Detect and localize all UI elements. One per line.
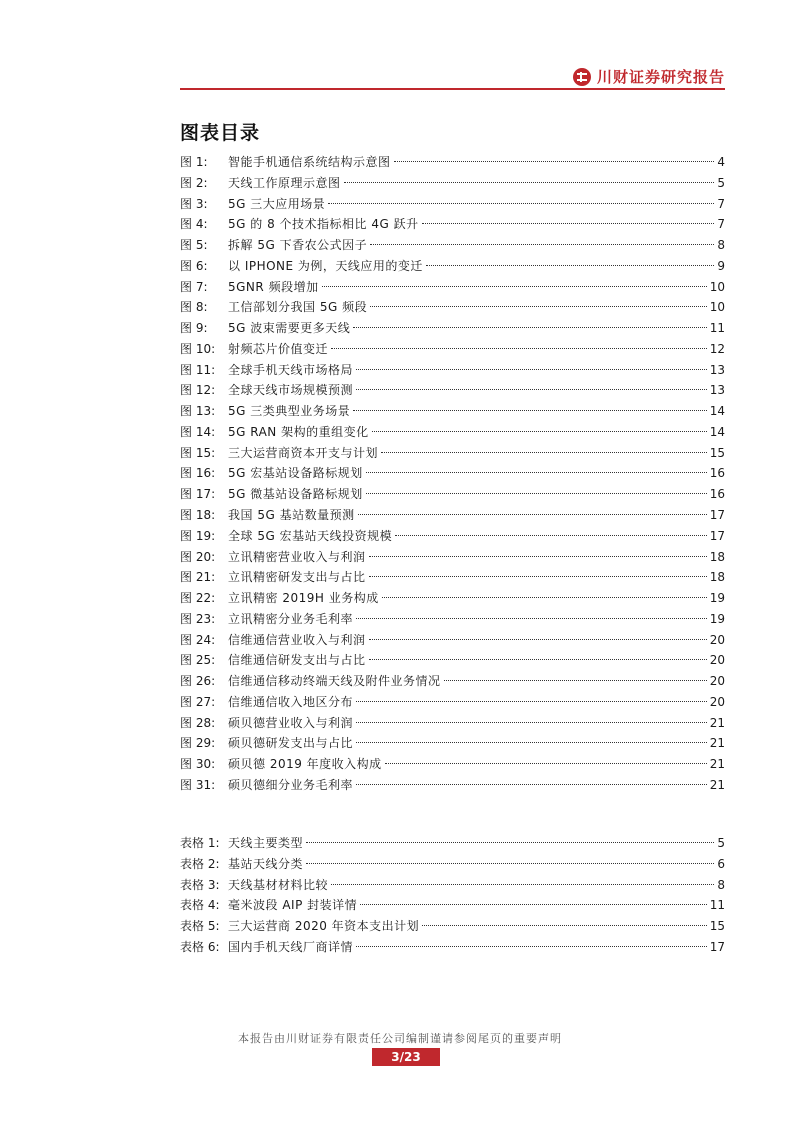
entry-label: 图 30: (180, 757, 216, 772)
entry-label: 表格 2: (180, 856, 220, 871)
entry-title: 天线基材材料比较 (228, 877, 329, 892)
dot-leader (356, 369, 707, 370)
entry-label: 图 9: (180, 321, 208, 336)
entry-page-number: 17 (709, 508, 725, 523)
entry-title: 硕贝德研发支出与占比 (228, 736, 354, 751)
entry-page-number: 14 (709, 424, 725, 439)
entry-page-number: 7 (717, 217, 725, 232)
entry-page-number: 21 (709, 715, 725, 730)
entry-title: 基站天线分类 (228, 856, 304, 871)
table-list (180, 833, 725, 958)
entry-title: 5G 微基站设备路标规划 (228, 487, 363, 502)
entry-page-number: 5 (717, 836, 725, 850)
figure-entry[interactable] (180, 173, 725, 194)
figure-entry[interactable] (180, 609, 725, 630)
entry-page-number: 13 (709, 362, 725, 377)
entry-label: 图 26: (180, 674, 216, 689)
entry-page-number: 19 (709, 591, 725, 606)
entry-label: 图 17: (180, 487, 216, 502)
figure-entry[interactable] (180, 754, 725, 775)
entry-label: 图 22: (180, 591, 216, 606)
dot-leader (356, 742, 707, 743)
dot-leader (356, 389, 707, 390)
dot-leader (422, 925, 707, 926)
dot-leader (356, 701, 707, 702)
entry-title: 立讯精密 2019H 业务构成 (228, 591, 379, 606)
entry-page-number: 20 (709, 653, 725, 668)
figure-entry[interactable] (180, 692, 725, 713)
entry-title: 信维通信营业收入与利润 (228, 632, 366, 647)
entry-label: 图 25: (180, 653, 216, 668)
dot-leader (356, 618, 707, 619)
entry-title: 5G 三大应用场景 (228, 196, 326, 211)
table-entry[interactable] (180, 875, 725, 896)
table-entry[interactable] (180, 916, 725, 937)
figure-entry[interactable] (180, 401, 725, 422)
entry-label: 表格 4: (180, 898, 220, 913)
table-entry[interactable] (180, 937, 725, 958)
dot-leader (328, 203, 714, 204)
dot-leader (369, 639, 707, 640)
figure-entry[interactable] (180, 650, 725, 671)
dot-leader (356, 946, 707, 947)
entry-page-number: 10 (709, 300, 725, 315)
figure-entry[interactable] (180, 214, 725, 235)
entry-page-number: 20 (709, 674, 725, 689)
entry-title: 5G 的 8 个技术指标相比 4G 跃升 (228, 217, 419, 232)
footer-disclaimer: 本报告由川财证券有限责任公司编制谨请参阅尾页的重要声明 (238, 1032, 562, 1045)
entry-page-number: 18 (709, 570, 725, 585)
entry-title: 5GNR 频段增加 (228, 279, 319, 294)
entry-label: 图 1: (180, 155, 208, 169)
entry-page-number: 4 (717, 155, 725, 169)
dot-leader (344, 182, 715, 183)
header-divider (180, 88, 725, 90)
brand (573, 66, 725, 87)
entry-page-number: 18 (709, 549, 725, 564)
figure-entry[interactable] (180, 526, 725, 547)
entry-label: 表格 6: (180, 939, 220, 954)
entry-page-number: 15 (709, 919, 725, 934)
entry-title: 拆解 5G 下香农公式因子 (228, 238, 368, 253)
entry-page-number: 12 (709, 341, 725, 356)
entry-label: 图 19: (180, 528, 216, 543)
brand-name: 川财证券研究报告 (596, 68, 725, 86)
dot-leader (366, 472, 707, 473)
figure-entry[interactable] (180, 297, 725, 318)
page-title: 图表目录 (180, 122, 261, 144)
figure-entry[interactable] (180, 443, 725, 464)
dot-leader (306, 863, 714, 864)
entry-label: 图 31: (180, 777, 216, 792)
entry-title: 全球天线市场规模预测 (228, 383, 354, 398)
dot-leader (370, 306, 707, 307)
dot-leader (331, 884, 714, 885)
figure-entry[interactable] (180, 775, 725, 796)
dot-leader (353, 410, 706, 411)
figure-entry[interactable] (180, 256, 725, 277)
figure-list (180, 152, 725, 796)
entry-title: 硕贝德营业收入与利润 (228, 715, 354, 730)
dot-leader (306, 842, 714, 843)
dot-leader (382, 597, 707, 598)
entry-label: 表格 3: (180, 877, 220, 892)
dot-leader (422, 223, 715, 224)
figure-entry[interactable] (180, 152, 725, 173)
dot-leader (356, 722, 707, 723)
figure-entry[interactable] (180, 422, 725, 443)
entry-title: 三大运营商 2020 年资本支出计划 (228, 919, 420, 934)
entry-title: 硕贝德 2019 年度收入构成 (228, 757, 382, 772)
entry-label: 图 3: (180, 196, 208, 211)
entry-title: 信维通信移动终端天线及附件业务情况 (228, 674, 441, 689)
entry-page-number: 8 (717, 877, 725, 892)
dot-leader (395, 535, 707, 536)
figure-entry[interactable] (180, 463, 725, 484)
dot-leader (370, 244, 714, 245)
table-entry[interactable] (180, 854, 725, 875)
figure-entry[interactable] (180, 733, 725, 754)
entry-title: 5G 宏基站设备路标规划 (228, 466, 363, 481)
dot-leader (381, 452, 707, 453)
table-entry[interactable] (180, 895, 725, 916)
entry-page-number: 17 (709, 528, 725, 543)
entry-page-number: 21 (709, 777, 725, 792)
entry-page-number: 13 (709, 383, 725, 398)
figure-entry[interactable] (180, 505, 725, 526)
entry-label: 图 23: (180, 611, 216, 626)
entry-title: 我国 5G 基站数量预测 (228, 508, 355, 523)
figure-entry[interactable] (180, 318, 725, 339)
dot-leader (385, 763, 707, 764)
entry-page-number: 20 (709, 694, 725, 709)
figure-entry[interactable] (180, 360, 725, 381)
figure-entry[interactable] (180, 339, 725, 360)
dot-leader (360, 904, 707, 905)
entry-label: 图 16: (180, 466, 216, 481)
figure-entry[interactable] (180, 630, 725, 651)
entry-title: 射频芯片价值变迁 (228, 341, 329, 356)
entry-title: 以 IPHONE 为例，天线应用的变迁 (228, 258, 423, 273)
entry-title: 毫米波段 AIP 封装详情 (228, 898, 358, 913)
dot-leader (426, 265, 714, 266)
entry-title: 全球手机天线市场格局 (228, 362, 354, 377)
figure-entry[interactable] (180, 547, 725, 568)
entry-title: 立讯精密研发支出与占比 (228, 570, 366, 585)
entry-page-number: 16 (709, 487, 725, 502)
entry-label: 图 4: (180, 217, 208, 232)
brand-logo-icon (573, 68, 591, 86)
entry-title: 智能手机通信系统结构示意图 (228, 155, 391, 169)
figure-entry[interactable] (180, 194, 725, 215)
entry-page-number: 11 (709, 321, 725, 336)
entry-title: 天线主要类型 (228, 836, 304, 850)
dot-leader (322, 286, 707, 287)
dot-leader (331, 348, 707, 349)
entry-label: 图 27: (180, 694, 216, 709)
entry-page-number: 10 (709, 279, 725, 294)
entry-page-number: 16 (709, 466, 725, 481)
dot-leader (366, 493, 707, 494)
dot-leader (372, 431, 707, 432)
entry-label: 图 12: (180, 383, 216, 398)
entry-title: 工信部划分我国 5G 频段 (228, 300, 368, 315)
entry-label: 图 14: (180, 424, 216, 439)
entry-label: 图 28: (180, 715, 216, 730)
entry-page-number: 20 (709, 632, 725, 647)
dot-leader (444, 680, 707, 681)
dot-leader (356, 784, 707, 785)
entry-page-number: 7 (717, 196, 725, 211)
entry-label: 图 13: (180, 404, 216, 419)
dot-leader (358, 514, 707, 515)
entry-page-number: 11 (709, 898, 725, 913)
dot-leader (369, 659, 707, 660)
entry-page-number: 21 (709, 736, 725, 751)
page-header (180, 64, 725, 90)
entry-title: 信维通信研发支出与占比 (228, 653, 366, 668)
entry-title: 5G RAN 架构的重组变化 (228, 424, 369, 439)
entry-label: 表格 5: (180, 919, 220, 934)
figure-entry[interactable] (180, 713, 725, 734)
dot-leader (394, 161, 715, 162)
entry-label: 图 20: (180, 549, 216, 564)
entry-title: 立讯精密营业收入与利润 (228, 549, 366, 564)
page-number: 3/23 (372, 1048, 440, 1066)
entry-label: 图 8: (180, 300, 208, 315)
entry-title: 国内手机天线厂商详情 (228, 939, 354, 954)
entry-label: 图 29: (180, 736, 216, 751)
entry-label: 图 15: (180, 445, 216, 460)
entry-page-number: 19 (709, 611, 725, 626)
entry-page-number: 14 (709, 404, 725, 419)
entry-title: 硕贝德细分业务毛利率 (228, 777, 354, 792)
figure-entry[interactable] (180, 567, 725, 588)
figure-entry[interactable] (180, 235, 725, 256)
entry-label: 图 21: (180, 570, 216, 585)
entry-page-number: 15 (709, 445, 725, 460)
dot-leader (353, 327, 706, 328)
entry-label: 图 6: (180, 258, 208, 273)
entry-title: 天线工作原理示意图 (228, 175, 341, 190)
entry-label: 图 5: (180, 238, 208, 253)
entry-label: 图 18: (180, 508, 216, 523)
figure-entry[interactable] (180, 671, 725, 692)
dot-leader (369, 576, 707, 577)
entry-page-number: 17 (709, 939, 725, 954)
entry-label: 图 7: (180, 279, 208, 294)
entry-label: 图 24: (180, 632, 216, 647)
entry-title: 5G 波束需要更多天线 (228, 321, 351, 336)
entry-label: 表格 1: (180, 836, 220, 850)
entry-title: 三大运营商资本开支与计划 (228, 445, 379, 460)
entry-label: 图 11: (180, 362, 216, 377)
entry-title: 立讯精密分业务毛利率 (228, 611, 354, 626)
entry-page-number: 5 (717, 175, 725, 190)
figure-entry[interactable] (180, 380, 725, 401)
dot-leader (369, 556, 707, 557)
entry-label: 图 2: (180, 175, 208, 190)
figure-entry[interactable] (180, 484, 725, 505)
entry-label: 图 10: (180, 341, 216, 356)
entry-page-number: 6 (717, 856, 725, 871)
entry-page-number: 21 (709, 757, 725, 772)
figure-entry[interactable] (180, 588, 725, 609)
entry-page-number: 8 (717, 238, 725, 253)
entry-title: 5G 三类典型业务场景 (228, 404, 351, 419)
figure-entry[interactable] (180, 277, 725, 298)
entry-page-number: 9 (717, 258, 725, 273)
entry-title: 全球 5G 宏基站天线投资规模 (228, 528, 393, 543)
entry-title: 信维通信收入地区分布 (228, 694, 354, 709)
table-entry[interactable] (180, 833, 725, 854)
